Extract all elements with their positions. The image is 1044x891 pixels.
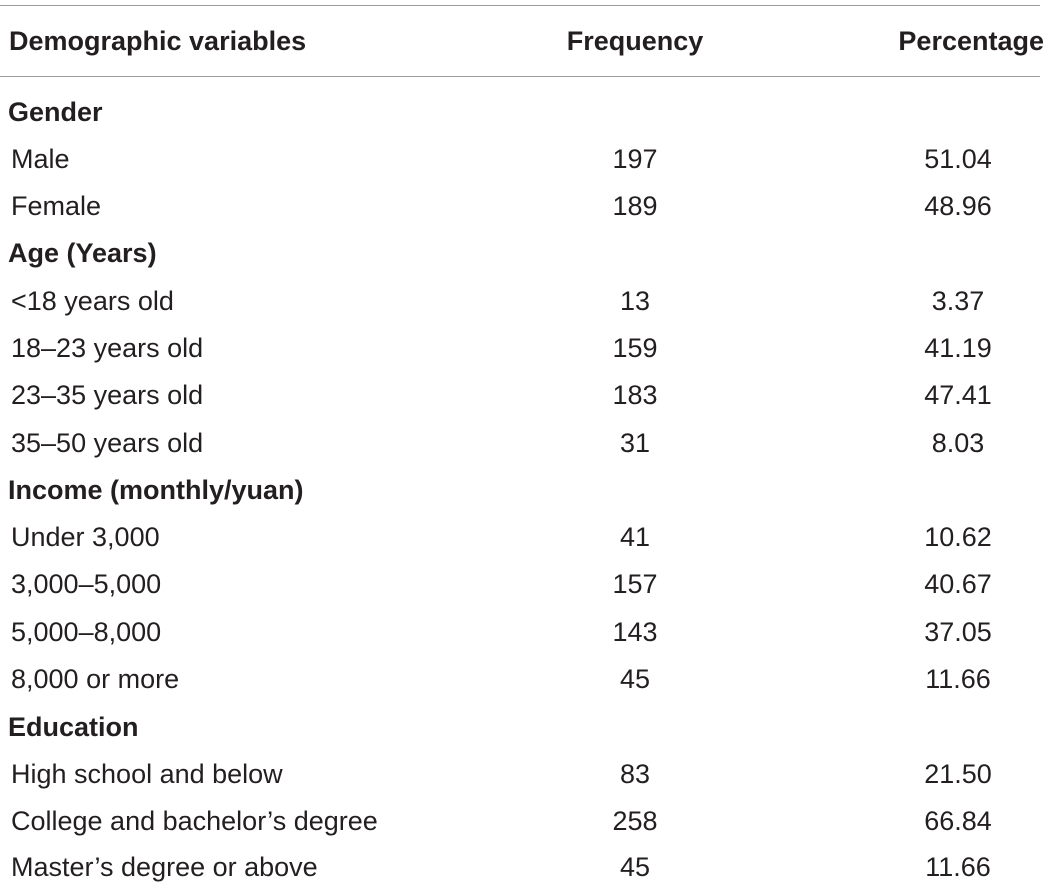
table-row	[0, 372, 1044, 419]
row-percentage: 11.66	[925, 664, 991, 694]
row-frequency: 143	[612, 617, 658, 647]
row-frequency: 31	[619, 428, 651, 458]
row-frequency: 13	[619, 286, 651, 316]
row-label: 3,000–5,000	[11, 569, 162, 599]
row-percentage: 37.05	[924, 617, 992, 647]
group-label: Age (Years)	[8, 238, 157, 268]
row-label: Male	[11, 144, 70, 174]
table-header-rule	[0, 76, 1040, 77]
header-percentage: Percentage	[898, 26, 1044, 56]
row-label: 18–23 years old	[11, 333, 204, 363]
table-row	[0, 798, 1044, 845]
table-row	[0, 561, 1044, 608]
row-label: Female	[11, 191, 102, 221]
table-row	[0, 325, 1044, 372]
row-label: 5,000–8,000	[11, 617, 162, 647]
header-frequency: Frequency	[566, 26, 704, 56]
row-label: College and bachelor’s degree	[11, 806, 378, 836]
table-row	[0, 183, 1044, 230]
table-row	[0, 278, 1044, 325]
row-label: 23–35 years old	[11, 380, 204, 410]
table-header-row	[0, 18, 1044, 65]
row-label: 35–50 years old	[11, 428, 204, 458]
row-percentage: 8.03	[931, 428, 985, 458]
header-demographic-variables: Demographic variables	[9, 26, 307, 56]
row-frequency: 41	[619, 522, 651, 552]
row-percentage: 11.66	[925, 852, 991, 882]
row-percentage: 10.62	[924, 522, 992, 552]
group-row-gender	[0, 89, 1044, 136]
row-percentage: 21.50	[924, 759, 992, 789]
row-frequency: 183	[612, 380, 658, 410]
row-frequency: 45	[619, 664, 651, 694]
row-frequency: 189	[612, 191, 658, 221]
row-label: High school and below	[11, 759, 283, 789]
row-frequency: 159	[612, 333, 658, 363]
group-label: Income (monthly/yuan)	[8, 475, 304, 505]
table-row	[0, 420, 1044, 467]
row-frequency: 157	[612, 569, 658, 599]
table-row	[0, 656, 1044, 703]
row-percentage: 51.04	[924, 144, 992, 174]
group-label: Gender	[8, 97, 103, 127]
row-percentage: 3.37	[931, 286, 985, 316]
table-row	[0, 609, 1044, 656]
group-label: Education	[8, 712, 139, 742]
row-label: <18 years old	[11, 286, 174, 316]
group-row-age	[0, 230, 1044, 277]
row-label: 8,000 or more	[11, 664, 180, 694]
table-row	[0, 514, 1044, 561]
row-percentage: 47.41	[924, 380, 992, 410]
row-frequency: 197	[612, 144, 658, 174]
group-row-income	[0, 467, 1044, 514]
group-row-education	[0, 704, 1044, 751]
table-row	[0, 751, 1044, 798]
row-percentage: 48.96	[924, 191, 992, 221]
table-row	[0, 844, 1044, 891]
row-frequency: 45	[619, 852, 651, 882]
row-percentage: 66.84	[924, 806, 992, 836]
row-percentage: 41.19	[924, 333, 992, 363]
row-frequency: 258	[612, 806, 658, 836]
row-frequency: 83	[619, 759, 651, 789]
row-percentage: 40.67	[924, 569, 992, 599]
row-label: Under 3,000	[11, 522, 160, 552]
row-label: Master’s degree or above	[11, 852, 318, 882]
table-top-rule	[0, 5, 1040, 6]
table-row	[0, 136, 1044, 183]
